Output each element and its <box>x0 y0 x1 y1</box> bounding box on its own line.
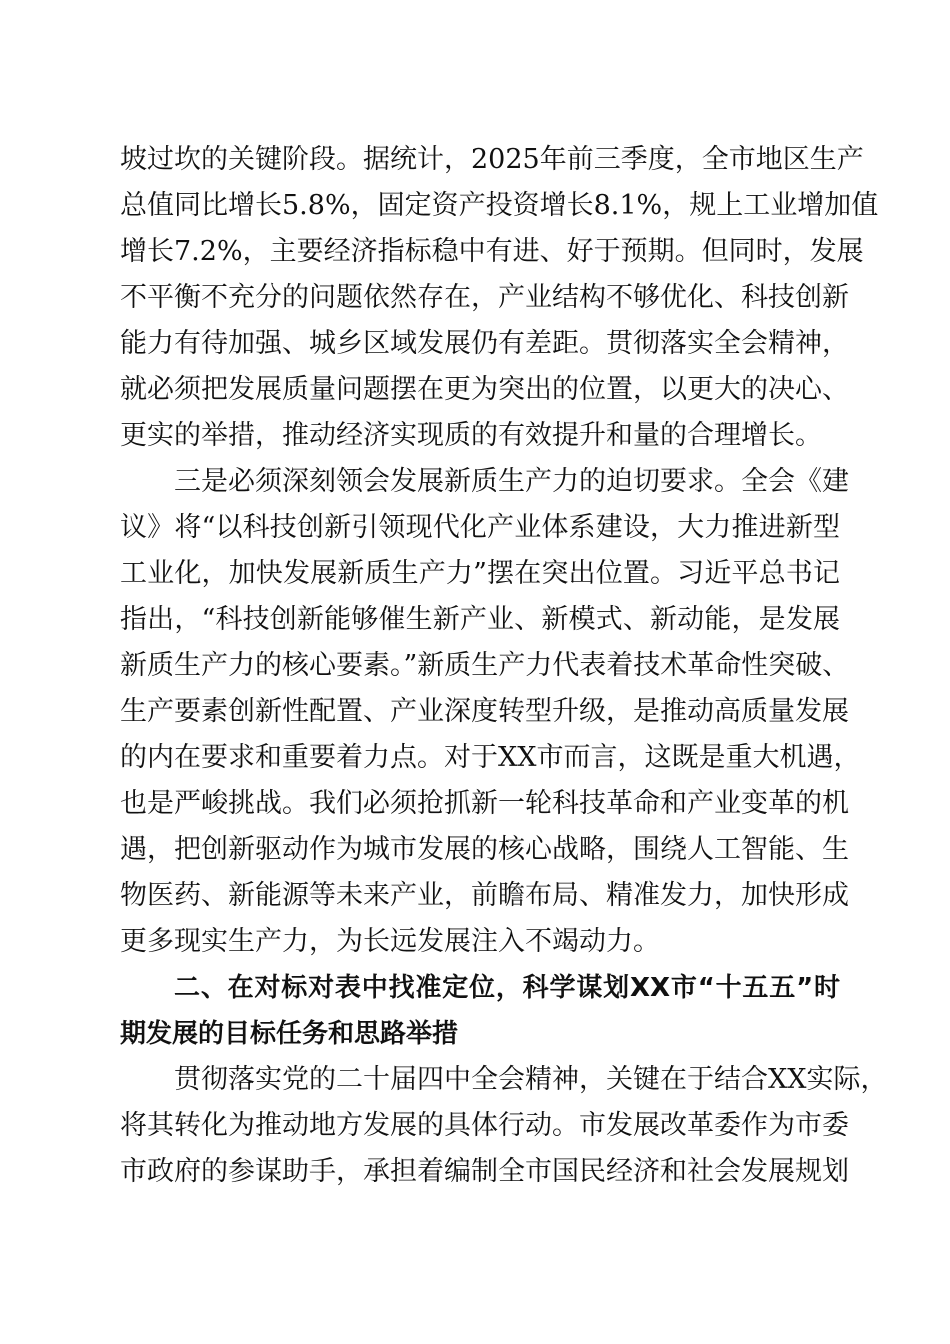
paragraph-line: 更实的举措，推动经济实现质的有效提升和量的合理增长。 <box>120 420 822 451</box>
paragraph-line: 物医药、新能源等未来产业，前瞻布局、精准发力，加快形成 <box>120 880 849 911</box>
paragraph-line: 贯彻落实党的二十届四中全会精神，关键在于结合XX实际， <box>174 1064 888 1095</box>
paragraph-line: 就必须把发展质量问题摆在更为突出的位置，以更大的决心、 <box>120 374 849 405</box>
paragraph-line: 议》将“以科技创新引领现代化产业体系建设，大力推进新型 <box>120 512 840 543</box>
paragraph-line: 工业化，加快发展新质生产力”摆在突出位置。习近平总书记 <box>120 558 840 589</box>
paragraph-line: 坡过坎的关键阶段。据统计，2025年前三季度，全市地区生产 <box>120 144 864 175</box>
paragraph-line: 市政府的参谋助手，承担着编制全市国民经济和社会发展规划 <box>120 1156 849 1187</box>
paragraph-line: 指出，“科技创新能够催生新产业、新模式、新动能，是发展 <box>120 604 840 635</box>
paragraph-line: 增长7.2%，主要经济指标稳中有进、好于预期。但同时，发展 <box>120 236 864 267</box>
paragraph-line: 也是严峻挑战。我们必须抢抓新一轮科技革命和产业变革的机 <box>120 788 849 819</box>
paragraph-line: 新质生产力的核心要素。”新质生产力代表着技术革命性突破、 <box>120 650 850 681</box>
paragraph-line: 三是必须深刻领会发展新质生产力的迫切要求。全会《建 <box>174 466 849 497</box>
paragraph-line: 将其转化为推动地方发展的具体行动。市发展改革委作为市委 <box>120 1110 849 1141</box>
paragraph-line: 的内在要求和重要着力点。对于XX市而言，这既是重大机遇， <box>120 742 861 773</box>
paragraph-line: 生产要素创新性配置、产业深度转型升级，是推动高质量发展 <box>120 696 849 727</box>
section-heading-line: 二、在对标对表中找准定位，科学谋划XX市“十五五”时 <box>174 973 840 1003</box>
paragraph-line: 能力有待加强、城乡区域发展仍有差距。贯彻落实全会精神， <box>120 328 849 359</box>
paragraph-line: 总值同比增长5.8%，固定资产投资增长8.1%，规上工业增加值 <box>120 190 879 221</box>
section-heading-line: 期发展的目标任务和思路举措 <box>120 1019 459 1049</box>
paragraph-line: 更多现实生产力，为长远发展注入不竭动力。 <box>120 926 660 957</box>
paragraph-line: 遇，把创新驱动作为城市发展的核心战略，围绕人工智能、生 <box>120 834 849 865</box>
paragraph-line: 不平衡不充分的问题依然存在，产业结构不够优化、科技创新 <box>120 282 849 313</box>
